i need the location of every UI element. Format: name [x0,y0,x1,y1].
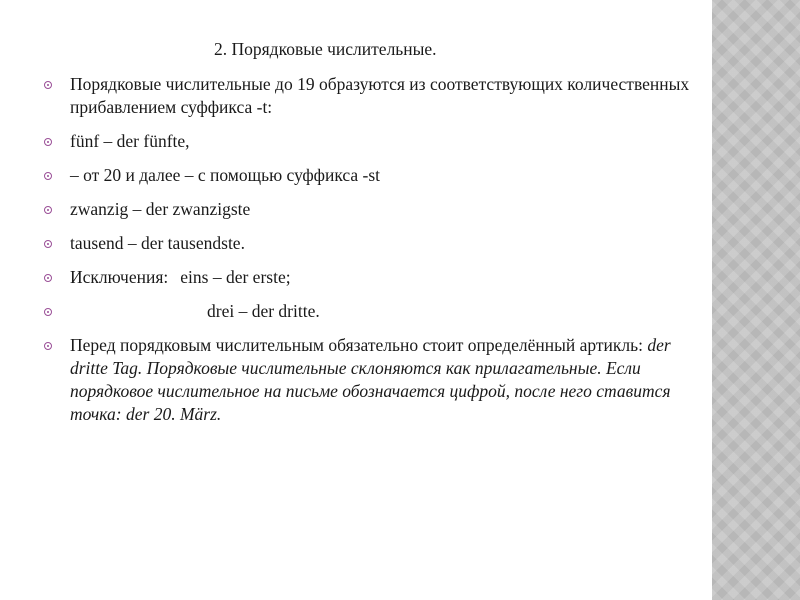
ring-bullet-icon [44,342,52,350]
bullet-item [42,334,692,426]
ring-bullet-icon [44,138,52,146]
exception-text: eins – der erste; [180,267,291,287]
bullet-item [42,198,692,221]
bullet-text: fünf – der fünfte, [70,131,190,151]
bullet-text: tausend – der tausendste. [70,233,245,253]
bullet-text: – от 20 и далее – с помощью суффикса -st [70,165,381,185]
ring-bullet-icon [44,172,52,180]
decorative-side-band [712,0,800,600]
ring-bullet-icon [44,308,52,316]
bullet-item [42,300,692,323]
bullet-text: zwanzig – der zwanzigste [70,199,251,219]
exception-text: drei – der dritte. [207,301,320,321]
exceptions-label: Исключения: [70,267,169,287]
slide-content [42,38,692,437]
ring-bullet-icon [44,274,52,282]
ring-bullet-icon [44,206,52,214]
bullet-item [42,266,692,289]
ring-bullet-icon [44,240,52,248]
bullet-text: Перед порядковым числительным обязательно стоит определённый артикль: [70,335,643,355]
bullet-item [42,232,692,255]
bullet-item [42,73,692,119]
section-heading: 2. Порядковые числительные. [214,39,437,59]
bullet-item [42,164,692,187]
bullet-text-italic: der dritte Tag. Порядковые числительные склоняются как прилагательные. Если порядковое числительное на письме обозначается цифрой, после него ставится точка: der 20. März. [70,335,671,424]
bullet-item [42,130,692,153]
ring-bullet-icon [44,81,52,89]
bullet-text: Порядковые числительные до 19 образуются из соответствующих количественных прибавлением суффикса -t: [70,74,690,117]
